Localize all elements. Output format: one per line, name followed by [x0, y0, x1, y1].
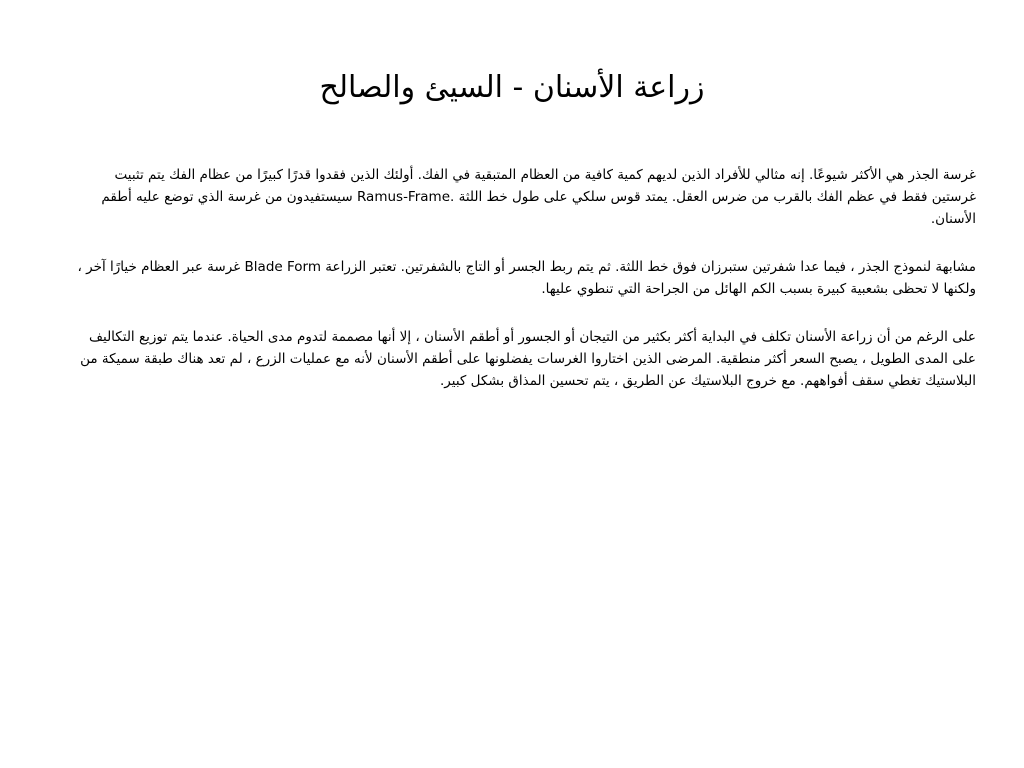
paragraph-blade-form: مشابهة لنموذج الجذر ، فيما عدا شفرتين ستبرزان فوق خط اللثة. ثم يتم ربط الجسر أو التاج بالشفرتين. تعتبر الزراعة Blade Form غرسة عبر العظام خيارًا آخر ، ولكنها لا تحظى بشعبية كبيرة بسبب الكم الهائل من الجراحة التي تنطوي عليها. — [77, 259, 976, 297]
slide-title: زراعة الأسنان - السيئ والصالح — [319, 70, 705, 105]
slide-body — [74, 164, 976, 418]
paragraph-cost: على الرغم من أن زراعة الأسنان تكلف في البداية أكثر بكثير من التيجان أو الجسور أو أطقم الأسنان ، إلا أنها مصممة لتدوم مدى الحياة. عندما يتم توزيع التكاليف على المدى الطويل ، يصبح السعر أكثر منطقية. المرضى الذين اختاروا الغرسات يفضلونها على أطقم الأسنان لأنه مع عمليات الزرع ، لم تعد هناك طبقة سميكة من البلاستيك تغطي سقف أفواههم. مع خروج البلاستيك عن الطريق ، يتم تحسين المذاق بشكل كبير. — [80, 329, 976, 389]
paragraph-root-implant: غرسة الجذر هي الأكثر شيوعًا. إنه مثالي للأفراد الذين لديهم كمية كافية من العظام المتبقية في الفك. أولئك الذين فقدوا قدرًا كبيرًا من عظام الفك يتم تثبيت غرستين فقط في عظم الفك بالقرب من ضرس العقل. يمتد قوس سلكي على طول خط اللثة .Ramus-Frame سيستفيدون من غرسة الذي توضع عليه أطقم الأسنان. — [101, 167, 976, 227]
